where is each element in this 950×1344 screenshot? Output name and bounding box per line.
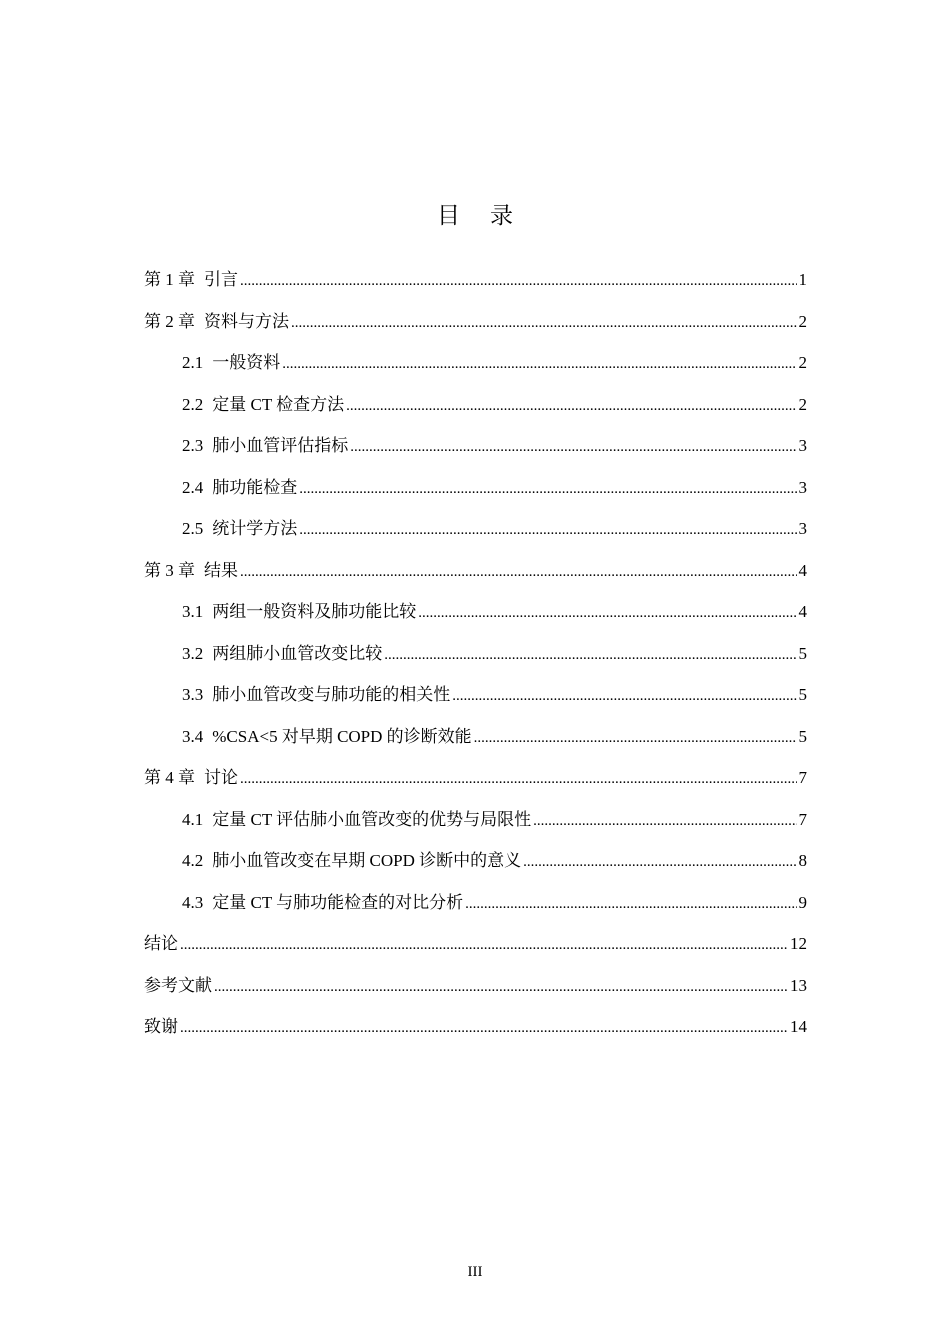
toc-entry-page: 8 [798, 851, 807, 870]
dot-leader [291, 304, 797, 341]
dot-leader [299, 511, 796, 548]
toc-entry-page: 1 [798, 270, 807, 289]
toc-entry-page: 2 [798, 394, 807, 414]
toc-entry-number: 2.1 [182, 353, 204, 372]
dot-leader [350, 428, 796, 465]
toc-entry-title: 致谢 [144, 1017, 178, 1036]
toc-entry-number: 第 2 章 [144, 311, 195, 331]
toc-entry-title: 一般资料 [212, 353, 281, 372]
toc-entry[interactable] [144, 677, 807, 719]
dot-leader [240, 262, 797, 299]
toc-entry[interactable] [144, 470, 807, 512]
toc-entry-number: 3.4 [182, 726, 204, 746]
toc-entry-title: %CSA<5 对早期 COPD 的诊断效能 [212, 726, 472, 746]
toc-entry[interactable] [144, 719, 807, 761]
toc-entry-page: 14 [790, 1017, 807, 1036]
toc-entry[interactable] [144, 594, 807, 636]
toc-entry[interactable] [144, 428, 807, 470]
page-title [0, 200, 950, 232]
dot-leader [214, 968, 788, 1005]
toc-entry-page: 4 [798, 560, 807, 580]
toc-entry-number: 4.1 [182, 809, 204, 829]
dot-leader [533, 802, 796, 839]
toc-entry-number: 第 3 章 [144, 560, 195, 580]
toc-entry-title: 肺功能检查 [212, 477, 298, 497]
toc-entry-number: 4.3 [182, 892, 204, 912]
toc-entry-number: 4.2 [182, 851, 204, 870]
toc-entry-number: 第 4 章 [144, 768, 195, 787]
toc-entry-page: 3 [798, 436, 807, 455]
toc-entry[interactable] [144, 511, 807, 553]
dot-leader [240, 553, 797, 590]
toc-entry-title: 肺小血管改变与肺功能的相关性 [212, 685, 451, 704]
toc-entry-number: 第 1 章 [144, 270, 195, 289]
toc-entry-title: 讨论 [204, 768, 238, 787]
toc-entry-title: 定量 CT 评估肺小血管改变的优势与局限性 [212, 809, 532, 829]
dot-leader [384, 636, 796, 673]
toc-entry-title: 两组肺小血管改变比较 [212, 643, 383, 663]
toc-entry-page: 4 [798, 602, 807, 621]
toc-entry-number: 3.2 [182, 643, 204, 663]
toc-entry-number: 2.5 [182, 519, 204, 538]
toc-entry-page: 7 [798, 809, 807, 829]
dot-leader [180, 926, 788, 963]
title-char-1: 目 [437, 203, 460, 228]
dot-leader [452, 677, 796, 714]
dot-leader [418, 594, 796, 631]
toc-entry-page: 5 [798, 643, 807, 663]
toc-entry-title: 结论 [144, 934, 178, 953]
toc-entry-page: 9 [798, 892, 807, 912]
toc-entry-number: 2.3 [182, 436, 204, 455]
toc-entry-title: 定量 CT 与肺功能检查的对比分析 [212, 892, 464, 912]
toc-entry-title: 资料与方法 [204, 311, 289, 331]
page-number: III [467, 1264, 483, 1280]
toc-entry[interactable] [144, 387, 807, 429]
toc-entry-page: 5 [798, 685, 807, 704]
toc-entry-title: 定量 CT 检查方法 [212, 394, 345, 414]
toc-entry-page: 5 [798, 726, 807, 746]
dot-leader [346, 387, 796, 424]
toc-entry-page: 12 [790, 934, 807, 953]
title-char-2: 录 [490, 203, 513, 228]
dot-leader [180, 1009, 788, 1046]
dot-leader [474, 719, 797, 756]
toc-entry[interactable] [144, 968, 807, 1010]
toc-entry-number: 3.3 [182, 685, 204, 704]
dot-leader [240, 760, 797, 797]
toc-entry[interactable] [144, 345, 807, 387]
toc-entry[interactable] [144, 802, 807, 844]
toc-entry[interactable] [144, 262, 807, 304]
toc-entry-page: 7 [798, 768, 807, 787]
dot-leader [465, 885, 796, 922]
toc-entry[interactable] [144, 843, 807, 885]
toc-entry[interactable] [144, 636, 807, 678]
toc-entry[interactable] [144, 760, 807, 802]
toc-entry-title: 引言 [204, 270, 238, 289]
toc-entry[interactable] [144, 1009, 807, 1051]
toc-list [144, 262, 807, 1051]
toc-entry[interactable] [144, 553, 807, 595]
toc-entry[interactable] [144, 926, 807, 968]
toc-entry-title: 结果 [204, 560, 238, 580]
toc-entry[interactable] [144, 885, 807, 927]
toc-entry-number: 3.1 [182, 602, 204, 621]
toc-entry-number: 2.4 [182, 477, 204, 497]
toc-entry-title: 肺小血管评估指标 [212, 436, 349, 455]
toc-entry-page: 2 [798, 311, 807, 331]
toc-entry-number: 2.2 [182, 394, 204, 414]
toc-entry-page: 2 [798, 353, 807, 372]
dot-leader [282, 345, 796, 382]
toc-entry-title: 参考文献 [144, 975, 212, 995]
toc-entry-page: 3 [798, 477, 807, 497]
toc-entry-title: 两组一般资料及肺功能比较 [212, 602, 417, 621]
dot-leader [299, 470, 796, 507]
toc-entry-title: 统计学方法 [212, 519, 298, 538]
toc-entry[interactable] [144, 304, 807, 346]
toc-entry-page: 13 [790, 975, 807, 995]
toc-entry-page: 3 [798, 519, 807, 538]
toc-entry-title: 肺小血管改变在早期 COPD 诊断中的意义 [212, 851, 522, 870]
dot-leader [523, 843, 796, 880]
